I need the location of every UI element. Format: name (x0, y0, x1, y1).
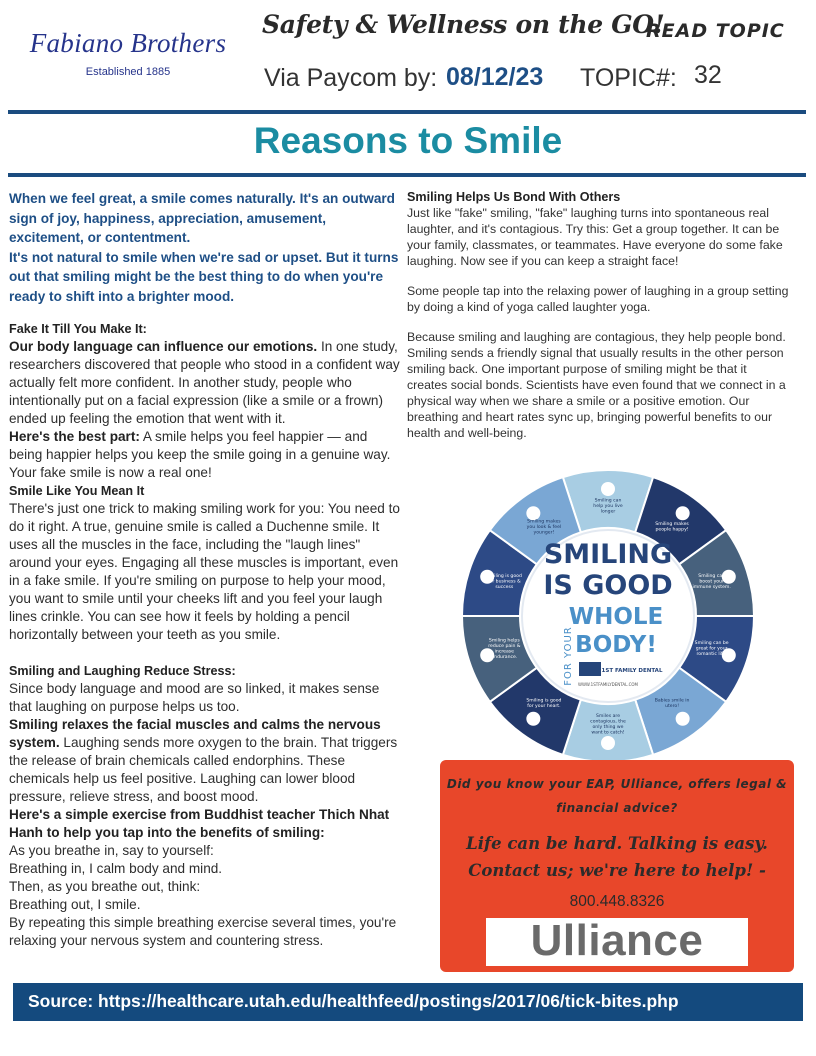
infographic-center-for-your: FOR YOUR (563, 626, 574, 686)
heading-fake-it: Fake It Till You Make It: (9, 322, 147, 336)
header-divider-top (8, 110, 806, 114)
heading-bond: Smiling Helps Us Bond With Others (407, 190, 621, 204)
paragraph-nervous-system-bold: Smiling relaxes the facial muscles and calms the nervous system. (9, 717, 381, 750)
paragraph-repeating: By repeating this simple breathing exercise several times, you're relaxing your nervous system and countering stress. (9, 915, 397, 948)
paragraph-best-part (9, 428, 403, 482)
topic-label: TOPIC#: (580, 64, 677, 92)
infographic-segment-label: Smiling is good for business & success (486, 573, 522, 590)
person-icon (601, 736, 615, 750)
paragraph-duchenne: There's just one trick to making smiling work for you: You need to do it right. A true, genuine smile is called a Duchenne smile. It uses all the muscles in the face, including the "laugh lines" around your eyes. Engaging all these muscles is important, even in a fake smile. If you're smiling on purpose to help your mood, you want to smile until your cheeks lift and you feel your laugh lines crinkle. You can see how it feels by holding a pencil horizontally between your teeth as you smile. (9, 501, 400, 642)
infographic-segment-label: Smiling can help you live longer (593, 498, 623, 515)
ulliance-logo: Ulliance (530, 916, 704, 965)
paragraph-body-mood: Since body language and mood are so linked, it makes sense that laughing on purpose helps us too. (9, 681, 380, 714)
lede-paragraph-2: It's not natural to smile when we're sad or upset. But it turns out that smiling might be the best thing to do when you're ready to shift into a brighter mood. (9, 249, 399, 304)
eap-question: Did you know your EAP, Ulliance, offers legal & financial advice? (446, 777, 788, 815)
infographic-segment-label: Smiling helps reduce pain & increase endurance. (488, 638, 521, 660)
person-icon (526, 712, 540, 726)
paragraph-best-part-bold: Here's the best part: (9, 429, 140, 444)
person-icon (676, 506, 690, 520)
paragraph-best-part-text: A smile helps you feel happier — and being happier helps you keep the smile going in a genuine way. Your fake smile is now a real one! (9, 429, 391, 480)
read-topic-label: READ TOPIC (646, 20, 785, 42)
paragraph-body-language-text: In one study, researchers discovered that people who stood in a confident way actually felt more confident. In another study, people who intentionally put on a facial expression (like a smile or a frown) ended up feeling the emotion that went with it. (9, 339, 400, 426)
source-link[interactable]: Source: https://healthcare.utah.edu/healthfeed/postings/2017/06/tick-bites.php (28, 991, 679, 1011)
infographic-brand: 1ST FAMILY DENTAL (601, 668, 663, 674)
infographic-segment-label: Smiling makes people happy! (655, 522, 689, 533)
company-logo-name: Fabiano Brothers (29, 28, 227, 58)
infographic-center-line-4: BODY! (575, 632, 657, 658)
infographic-segment-label: Smiling can boost your immune system. (692, 573, 731, 590)
infographic-segment-label: Smiling makes you look & feel younger! (526, 519, 562, 536)
eap-tagline: Life can be hard. Talking is easy. Contact us; we're here to help! - (466, 834, 768, 880)
dental-logo-icon (579, 662, 601, 676)
infographic-center-line-1: SMILING (543, 539, 673, 570)
paragraph-body-language-bold: Our body language can influence our emotions. (9, 339, 318, 354)
left-column (9, 189, 403, 950)
smiling-infographic (458, 466, 758, 766)
issue-date: 08/12/23 (446, 63, 544, 91)
person-icon (526, 506, 540, 520)
paragraph-exercise-intro: Here's a simple exercise from Buddhist teacher Thich Nhat Hanh to help you tap into the benefits of smiling: (9, 807, 390, 840)
infographic-segment-label: Smiling is good for your heart. (526, 698, 562, 709)
paragraph-social-bonds: Because smiling and laughing are contagious, they help people bond. Smiling sends a friendly signal that usually results in the other person smiling back. One important purpose of smiling might be that it creates social bonds. Scientists have even found that we connect in a physical way when we share a smile or a positive emotion. Our breathing and heart rates sync up, bringing powerful benefits to our health and well-being. (407, 330, 786, 440)
infographic-segment-label: Smiles are contagious, the only thing we want to catch! (590, 713, 626, 736)
paragraph-body-language (9, 338, 403, 428)
lede-paragraph-1: When we feel great, a smile comes naturally. It's an outward sign of joy, happiness, appreciation, amusement, excitement, or contentment. (9, 191, 395, 245)
person-icon (601, 482, 615, 496)
via-paycom-label: Via Paycom by: (264, 64, 438, 92)
infographic-url: WWW.1STFAMILYDENTAL.COM (577, 682, 639, 687)
company-logo-established: Established 1885 (85, 66, 171, 78)
newsletter-title: Safety & Wellness on the GO! (262, 10, 665, 39)
infographic-segment-label: Babies smile in utero! (654, 698, 690, 709)
right-column (407, 189, 789, 441)
eap-phone-number[interactable]: 800.448.8326 (569, 893, 665, 910)
heading-mean-it: Smile Like You Mean It (9, 484, 145, 498)
heading-reduce-stress: Smiling and Laughing Reduce Stress: (9, 664, 236, 678)
paragraph-nervous-system-text: Laughing sends more oxygen to the brain. That triggers the release of brain chemicals called endorphins. These chemicals help us feel positive. Laughing can lower blood pressure, relieve stress, and boost mood. (9, 735, 398, 804)
topic-number: 32 (694, 61, 722, 89)
breathing-line-1: As you breathe in, say to yourself: (9, 843, 214, 858)
page-title: Reasons to Smile (253, 120, 563, 161)
breathing-line-3: Then, as you breathe out, think: (9, 879, 201, 894)
header-divider-bottom (8, 173, 806, 177)
paragraph-laughter-yoga: Some people tap into the relaxing power of laughing in a group setting by doing a kind of yoga called laughter yoga. (407, 284, 789, 314)
paragraph-nervous-system (9, 716, 403, 806)
paragraph-fake-laughing: Just like "fake" smiling, "fake" laughing turns into spontaneous real laughter, and it's contagious. Try this: Get a group together. It can be your family, classmates, or teammates. Have everyone do some fake laughing. Now see if you can keep a straight face! (407, 206, 783, 268)
infographic-center-line-3: WHOLE (568, 604, 664, 630)
breathing-line-2: Breathing in, I calm body and mind. (9, 861, 223, 876)
person-icon (676, 712, 690, 726)
infographic-segment-label: Smiling can be great for your romantic life. (694, 641, 729, 658)
infographic-center-line-2: IS GOOD (543, 570, 673, 601)
breathing-line-4: Breathing out, I smile. (9, 897, 141, 912)
